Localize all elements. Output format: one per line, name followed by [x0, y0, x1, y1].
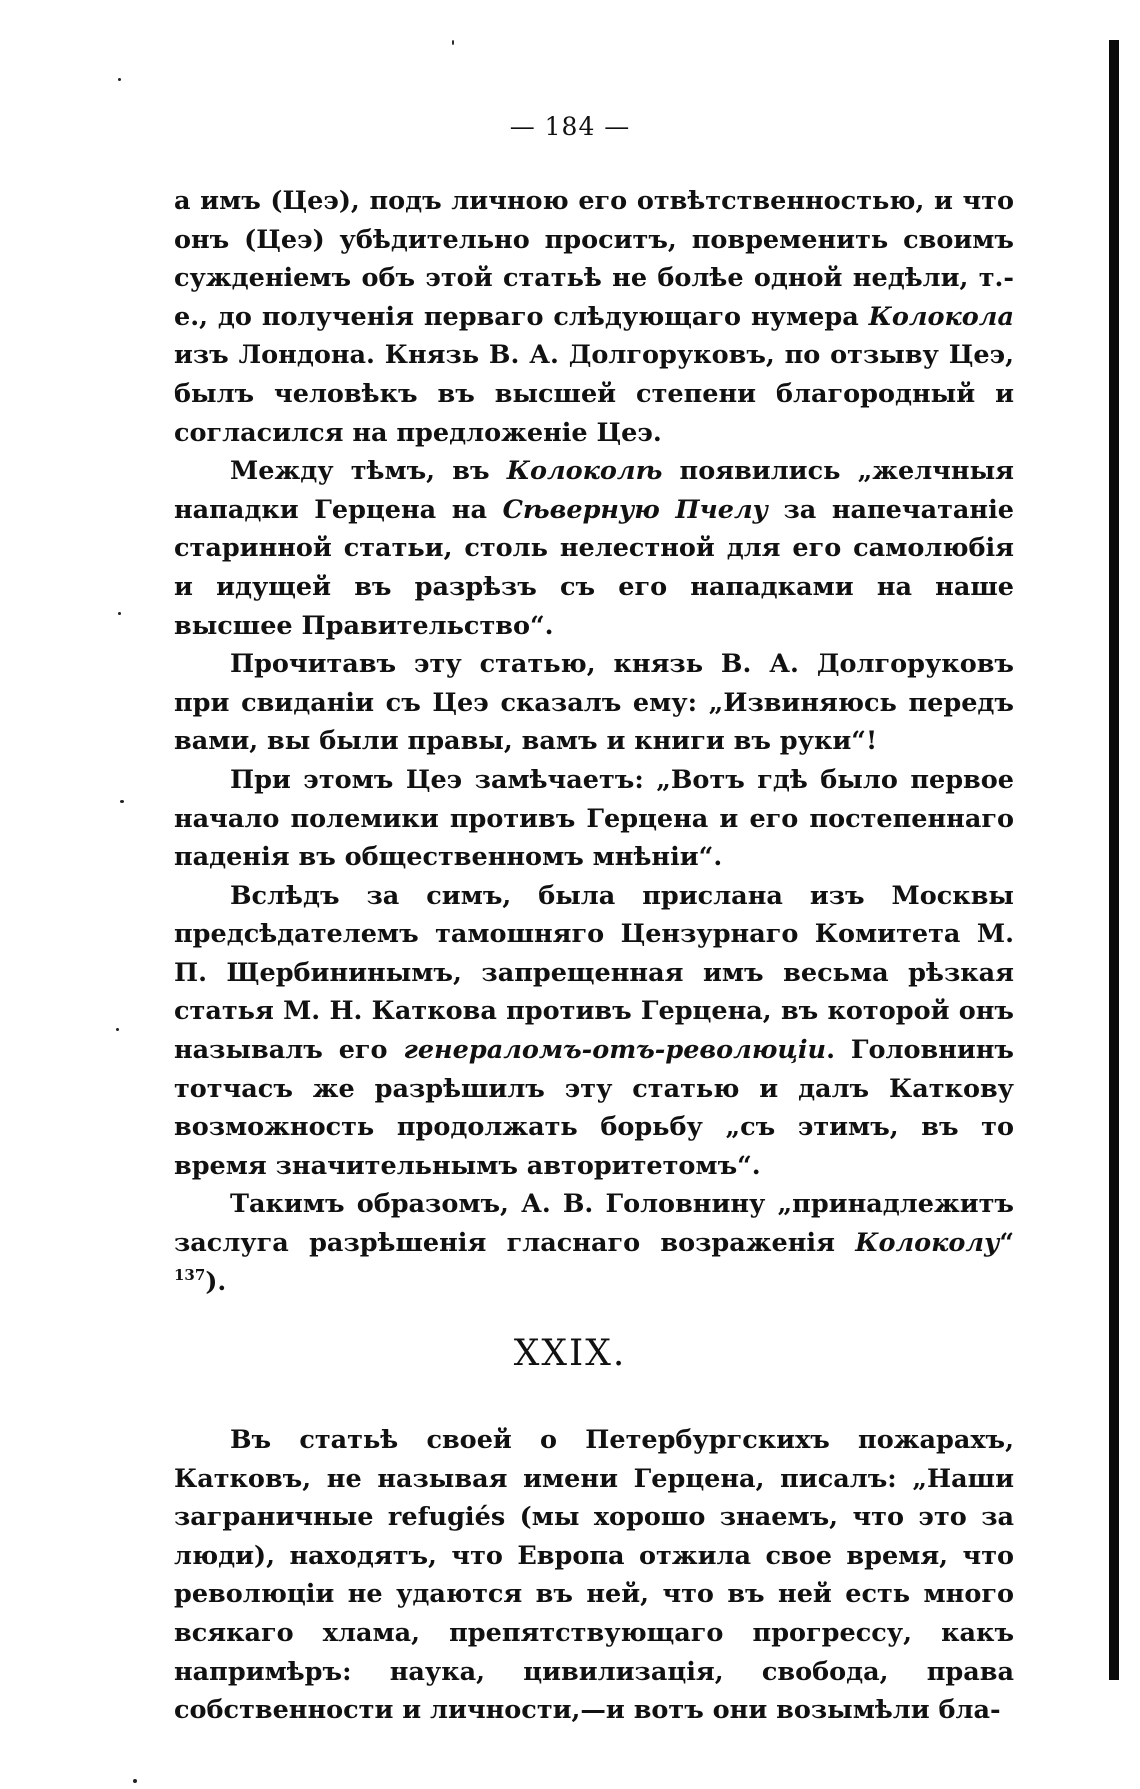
section-heading: XXIX.: [513, 1333, 627, 1374]
scan-speck: [116, 1028, 119, 1031]
text-run: Между тѣмъ, въ: [230, 456, 507, 487]
text-run: Въ статьѣ своей о Петербургскихъ пожарахъ, Катковъ, не называя имени Герцена, писалъ: „Наши заграничные refugiés (мы хорошо знаемъ, что это за люди), находятъ, что Европа отжила свое время, что революціи не удаются въ ней, что въ ней есть много всякаго хлама, препятствующаго прогрессу, какъ напримѣръ: наука, цивилизація, свобода, права собственности и личности,—и вотъ они возымѣли бла-: [174, 1425, 1014, 1726]
text-run: . Головнинъ тотчасъ же разрѣшилъ эту статью и далъ Каткову возможность продолжать борьбу „съ этимъ, въ то время значительнымъ авторитетомъ“.: [174, 1035, 1014, 1181]
italic-text: Колоколѣ: [506, 456, 663, 487]
text-run: изъ Лондона. Князь В. А. Долгоруковъ, по отзыву Цеэ, былъ человѣкъ въ высшей степени благородный и согласился на предложеніе Цеэ.: [174, 340, 1014, 448]
scan-speck: [120, 800, 124, 803]
paragraph: [174, 1421, 1014, 1730]
scan-speck: [133, 1779, 137, 1783]
italic-text: Сѣверную Пчелу: [502, 494, 768, 525]
page-edge-shadow: [1109, 40, 1119, 1680]
paragraph: [174, 761, 1014, 877]
footnote-ref: 137: [174, 1265, 206, 1284]
italic-text: Колоколу: [855, 1228, 1000, 1259]
paragraph: [174, 182, 1014, 452]
page-number: — 184 —: [509, 112, 631, 141]
paragraph: [174, 452, 1014, 645]
text-run: Прочитавъ эту статью, князь В. А. Долгоруковъ при свиданіи съ Цеэ сказалъ ему: „Извиняюсь передъ вами, вы были правы, вамъ и книги въ руки“!: [174, 649, 1014, 757]
italic-text: генераломъ-отъ-революціи: [403, 1035, 827, 1066]
italic-text: Колокола: [868, 301, 1014, 332]
text-run: Вслѣдъ за симъ, была прислана изъ Москвы предсѣдателемъ тамошняго Цензурнаго Комитета М. П. Щербининымъ, запрещенная имъ весьма рѣзкая статья М. Н. Каткова противъ Герцена, въ которой онъ называлъ его: [174, 880, 1014, 1066]
body-text-top: [174, 182, 1014, 1301]
text-run: При этомъ Цеэ замѣчаетъ: „Вотъ гдѣ было первое начало полемики противъ Герцена и его постепеннаго паденія въ общественномъ мнѣніи“.: [174, 764, 1014, 873]
body-text-bottom: [174, 1421, 1014, 1730]
paragraph: [174, 877, 1014, 1186]
text-run: за напечатаніе старинной статьи, столь нелестной для его самолюбія и идущей въ разрѣзъ съ его нападками на наше высшее Правительство“.: [174, 494, 1014, 641]
text-run: а имъ (Цеэ), подъ личною его отвѣтственностью, и что онъ (Цеэ) убѣдительно проситъ, повременить своимъ сужденіемъ объ этой статьѣ не болѣе одной недѣли, т.-е., до полученія перваго слѣдующаго нумера: [174, 186, 1014, 332]
paragraph: [174, 645, 1014, 761]
scan-speck: [118, 612, 121, 615]
scan-speck: [452, 40, 454, 45]
paragraph: [174, 1185, 1014, 1301]
text-run: Такимъ образомъ, А. В. Головнину „принадлежитъ заслуга разрѣшенія гласнаго возраженія: [174, 1189, 1014, 1259]
text-run: “: [999, 1228, 1014, 1259]
text-run: появились „желчныя нападки Герцена на: [174, 456, 1014, 525]
scan-speck: [118, 78, 121, 81]
text-run: ).: [205, 1266, 227, 1297]
